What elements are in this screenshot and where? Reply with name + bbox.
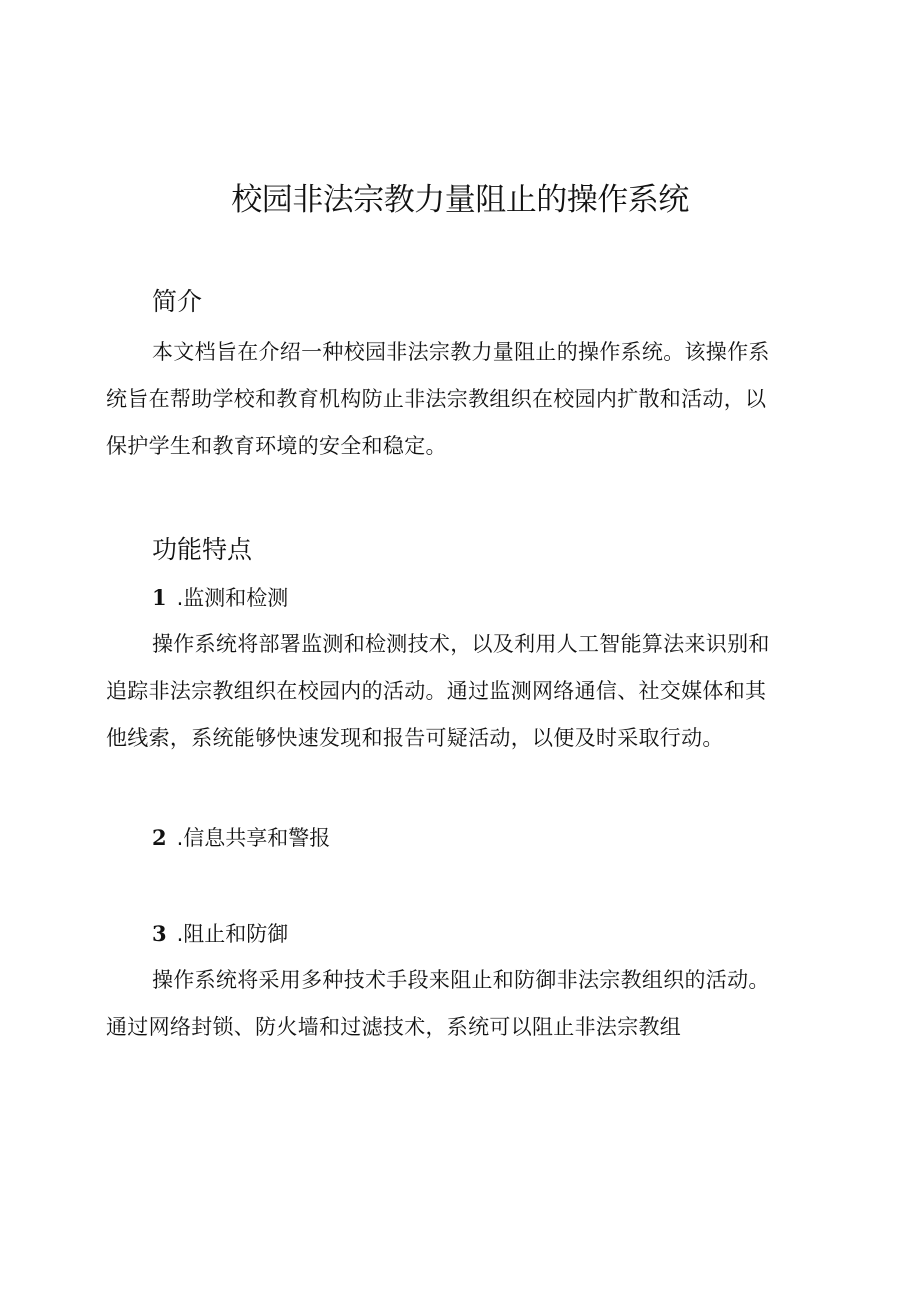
feature-3-number: 3 [152,921,167,946]
feature-1-heading [152,582,288,614]
features-heading: 功能特点 [152,535,253,564]
feature-1-line: 追踪非法宗教组织在校园内的活动。通过监测网络通信、社交媒体和其 [106,679,767,703]
feature-2-heading [152,822,330,854]
feature-2-title: .信息共享和警报 [176,826,331,850]
intro-paragraph [106,329,826,470]
intro-line: 统旨在帮助学校和教育机构防止非法宗教组织在校园内扩散和活动，以 [106,387,767,411]
feature-2-number: 2 [152,825,167,850]
intro-heading: 简介 [152,287,203,316]
feature-1-number: 1 [152,585,167,610]
feature-1-line: 操作系统将部署监测和检测技术，以及利用人工智能算法来识别和 [152,632,770,656]
intro-line: 本文档旨在介绍一种校园非法宗教力量阻止的操作系统。该操作系 [152,340,770,364]
feature-3-paragraph [106,957,826,1051]
feature-1-line: 他线索，系统能够快速发现和报告可疑活动，以便及时采取行动。 [106,726,724,750]
document-title: 校园非法宗教力量阻止的操作系统 [231,182,689,218]
feature-3-line: 操作系统将采用多种技术手段来阻止和防御非法宗教组织的活动。 [152,968,770,992]
feature-1-title: .监测和检测 [176,586,289,610]
feature-3-title: .阻止和防御 [176,922,289,946]
feature-1-paragraph [106,621,826,762]
feature-3-line: 通过网络封锁、防火墙和过滤技术，系统可以阻止非法宗教组 [106,1015,682,1039]
intro-line: 保护学生和教育环境的安全和稳定。 [106,434,447,458]
feature-3-heading [152,918,288,950]
